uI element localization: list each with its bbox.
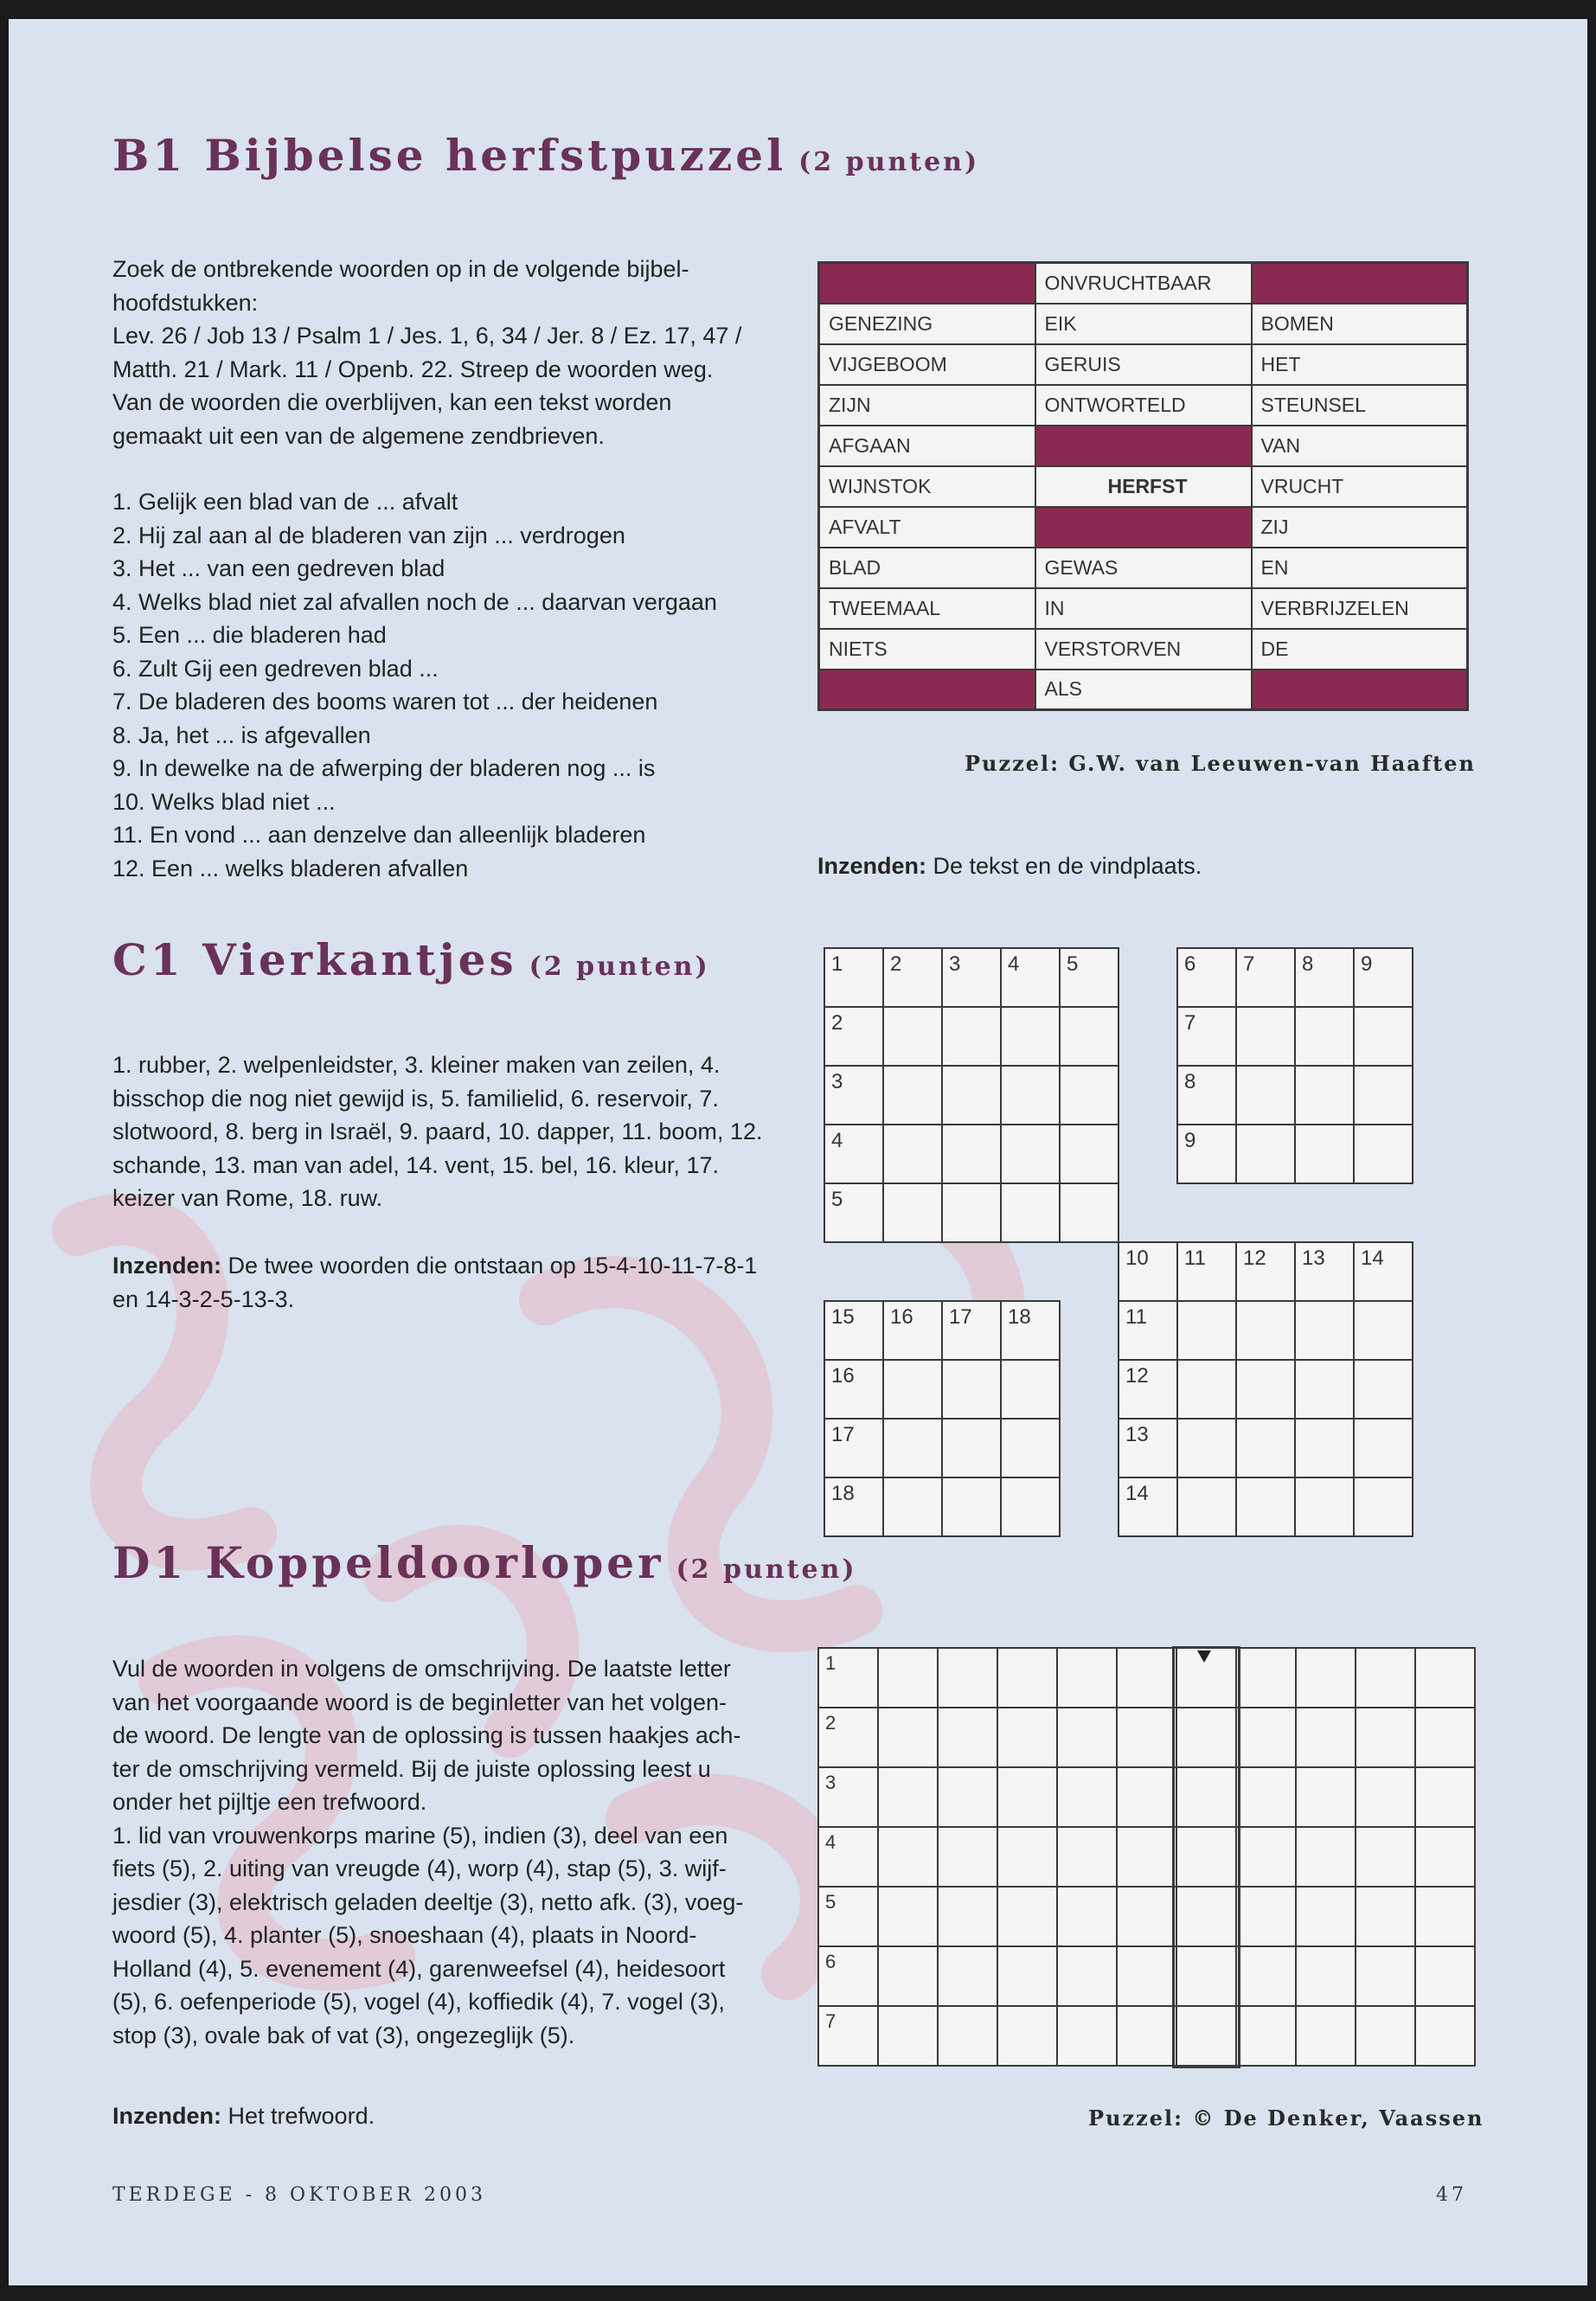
- grid-cell: [1354, 1419, 1413, 1477]
- grid-cell: [997, 1767, 1057, 1827]
- word-cell: GENEZING: [819, 304, 1035, 344]
- b1-clue: 3. Het ... van een gedreven blad: [112, 555, 445, 581]
- grid-cell: [1236, 1066, 1295, 1125]
- numbered-cell: 9: [1354, 948, 1413, 1007]
- numbered-cell: 11: [1177, 1242, 1236, 1301]
- grid-cell: [1236, 1946, 1296, 2006]
- grid-cell: [1295, 1066, 1354, 1125]
- grid-cell: [938, 1887, 997, 1946]
- numbered-cell: 14: [1118, 1477, 1177, 1536]
- word-cell: ZIJN: [819, 385, 1035, 426]
- word-cell: VAN: [1252, 426, 1468, 466]
- grid-cell: [878, 1767, 938, 1827]
- grid-cell: [1001, 1066, 1060, 1125]
- shaded-cell: [819, 670, 1035, 710]
- grid-cell: [1295, 1477, 1354, 1536]
- grid-cell: [942, 1183, 1001, 1242]
- numbered-cell: 5: [818, 1887, 878, 1946]
- grid-cell: [1356, 1648, 1415, 1708]
- footer-publication: TERDEGE - 8 OKTOBER 2003: [112, 2184, 486, 2206]
- grid-cell: [1356, 2006, 1415, 2066]
- grid-cell: [1236, 1477, 1295, 1536]
- word-cell: IN: [1035, 588, 1252, 629]
- grid-cell: [1236, 1708, 1296, 1767]
- grid-cell: [1057, 1887, 1117, 1946]
- shaded-cell: [1035, 507, 1252, 548]
- b1-clue: 1. Gelijk een blad van de ... afvalt: [112, 489, 458, 515]
- b1-intro: Zoek de ontbrekende woorden op in de volgende bijbel- hoofdstukken: Lev. 26 / Job 13 / Psalm 1 / Jes. 1, 6, 34 / Jer. 8 / Ez. 17, 47 / Matth. 21 / Mark. 11 / Openb. 22. Streep de woorden weg. Van de woorden die overblijven, kan een tekst worden gemaakt uit een van de algemene zendbrieven. 1. Gelijk een blad van de ... afvalt 2. Hij zal aan al de bladeren van zijn ... verdrogen 3. Het ... van een gedreven blad 4. Welks blad niet zal afvallen noch de ... daarvan vergaan 5. Een ... die bladeren had 6. Zult Gij een gedreven blad ... 7. De bladeren des booms waren tot ... der heidenen 8. Ja, het ... is afgevallen 9. In dewelke na de afwerping der bladeren nog ... is 10. Welks blad niet ... 11. En vond ... aan denzelve dan alleenlijk bladeren 12. Een ... welks bladeren afvallen: [112, 253, 787, 885]
- grid-cell: [1057, 1767, 1117, 1827]
- b1-submit: Inzenden: De tekst en de vindplaats.: [817, 853, 1202, 879]
- c1-grid-d: [824, 1300, 1061, 1537]
- grid-cell: [883, 1360, 942, 1419]
- b1-word-grid: [817, 261, 1469, 711]
- grid-cell: [1356, 1946, 1415, 2006]
- grid-cell: [997, 1946, 1057, 2006]
- grid-cell: [1236, 1419, 1295, 1477]
- word-cell: DE: [1252, 629, 1468, 670]
- d1-text: Vul de woorden in volgens de omschrijving. De laatste letter van het voorgaande woord is de beginletter van het volgen- de woord. De lengte van de oplossing is tussen haakjes ach- ter de omschrijving vermeld. Bij de juiste oplossing leest u onder het pijltje een trefwoord. 1. lid van vrouwenkorps marine (5), indien (3), deel van een fiets (5), 2. uiting van vreugde (4), worp (4), stap (5), 3. wijf- jesdier (3), elektrisch geladen deeltje (3), netto afk. (3), voeg- woord (5), 4. planter (5), snoeshaan (4), plaats in Noord- Holland (4), 5. evenement (4), garenweefsel (4), heidesoort (5), 6. oefenperiode (5), vogel (4), koffiedik (4), 7. vogel (3), stop (3), ovale bak of vat (3), ongezeglijk (5).: [112, 1656, 744, 2048]
- grid-cell: [938, 1648, 997, 1708]
- word-cell: AFVALT: [819, 507, 1035, 548]
- b1-clue: 2. Hij zal aan al de bladeren van zijn ... verdrogen: [112, 522, 625, 548]
- numbered-cell: 13: [1118, 1419, 1177, 1477]
- numbered-cell: 3: [942, 948, 1001, 1007]
- numbered-cell: 8: [1177, 1066, 1236, 1125]
- grid-cell: [1415, 1887, 1475, 1946]
- c1-grid-b: [1176, 947, 1413, 1184]
- word-cell: VIJGEBOOM: [819, 344, 1035, 385]
- word-cell: BLAD: [819, 548, 1035, 588]
- word-cell: EIK: [1035, 304, 1252, 344]
- numbered-cell: 7: [1177, 1007, 1236, 1066]
- word-cell: GERUIS: [1035, 344, 1252, 385]
- grid-cell: [1117, 1767, 1176, 1827]
- grid-cell: [1356, 1887, 1415, 1946]
- grid-cell: [1236, 1360, 1295, 1419]
- numbered-cell: 10: [1118, 1242, 1177, 1301]
- shaded-cell: [1035, 426, 1252, 466]
- b1-credit: Puzzel: G.W. van Leeuwen-van Haaften: [965, 751, 1476, 776]
- numbered-cell: 18: [1001, 1301, 1060, 1360]
- grid-cell: [1296, 1946, 1356, 2006]
- grid-cell: [997, 1648, 1057, 1708]
- grid-cell: [1177, 1360, 1236, 1419]
- page-number: 47: [1436, 2184, 1467, 2206]
- word-cell: VERBRIJZELEN: [1252, 588, 1468, 629]
- word-cell: AFGAAN: [819, 426, 1035, 466]
- grid-cell: [1236, 1827, 1296, 1887]
- grid-cell: [878, 1708, 938, 1767]
- d1-submit: Inzenden: Het trefwoord.: [112, 2103, 375, 2129]
- c1-heading: C1 Vierkantjes (2 punten): [112, 934, 710, 985]
- grid-cell: [997, 1827, 1057, 1887]
- grid-cell: [1236, 2006, 1296, 2066]
- grid-cell: [1057, 2006, 1117, 2066]
- numbered-cell: 14: [1354, 1242, 1413, 1301]
- grid-cell: [1415, 2006, 1475, 2066]
- grid-cell: [1295, 1360, 1354, 1419]
- grid-cell: [1236, 1301, 1295, 1360]
- word-cell: EN: [1252, 548, 1468, 588]
- grid-cell: [1001, 1360, 1060, 1419]
- grid-cell: [1295, 1007, 1354, 1066]
- grid-cell: [1236, 1887, 1296, 1946]
- grid-cell: [1117, 1827, 1176, 1887]
- grid-cell: [1236, 1767, 1296, 1827]
- grid-cell: [1415, 1946, 1475, 2006]
- grid-cell: [997, 1708, 1057, 1767]
- grid-cell: [1057, 1708, 1117, 1767]
- numbered-cell: 8: [1295, 948, 1354, 1007]
- b1-clue: 10. Welks blad niet ...: [112, 788, 336, 815]
- numbered-cell: 4: [818, 1827, 878, 1887]
- b1-clue: 4. Welks blad niet zal afvallen noch de ... daarvan vergaan: [112, 588, 717, 615]
- grid-cell: [1236, 1007, 1295, 1066]
- numbered-cell: 2: [824, 1007, 883, 1066]
- grid-cell: [883, 1007, 942, 1066]
- numbered-cell: 5: [824, 1183, 883, 1242]
- grid-cell: [938, 1946, 997, 2006]
- arrow-down-icon: [1197, 1650, 1211, 1663]
- numbered-cell: 1: [818, 1648, 878, 1708]
- numbered-cell: 13: [1295, 1242, 1354, 1301]
- numbered-cell: 7: [1236, 948, 1295, 1007]
- numbered-cell: 17: [824, 1419, 883, 1477]
- grid-cell: [883, 1419, 942, 1477]
- grid-cell: [1117, 2006, 1176, 2066]
- grid-cell: [878, 1648, 938, 1708]
- shaded-cell: [819, 263, 1035, 304]
- shaded-cell: [1252, 670, 1468, 710]
- grid-cell: [1354, 1301, 1413, 1360]
- d1-keyword-column: [1172, 1646, 1240, 2068]
- word-cell: HET: [1252, 344, 1468, 385]
- grid-cell: [1354, 1125, 1413, 1183]
- word-cell: BOMEN: [1252, 304, 1468, 344]
- grid-cell: [997, 2006, 1057, 2066]
- grid-cell: [942, 1477, 1001, 1536]
- grid-cell: [1354, 1477, 1413, 1536]
- word-cell: NIETS: [819, 629, 1035, 670]
- word-cell: ONVRUCHTBAAR: [1035, 263, 1252, 304]
- numbered-cell: 1: [824, 948, 883, 1007]
- grid-cell: [1236, 1648, 1296, 1708]
- grid-cell: [942, 1066, 1001, 1125]
- grid-cell: [1354, 1066, 1413, 1125]
- grid-cell: [878, 1827, 938, 1887]
- grid-cell: [1117, 1946, 1176, 2006]
- numbered-cell: 5: [1060, 948, 1118, 1007]
- numbered-cell: 3: [824, 1066, 883, 1125]
- grid-cell: [1117, 1648, 1176, 1708]
- word-cell: HERFST: [1035, 466, 1252, 507]
- grid-cell: [1060, 1007, 1118, 1066]
- grid-cell: [942, 1007, 1001, 1066]
- b1-clue: 9. In dewelke na de afwerping der bladeren nog ... is: [112, 755, 656, 781]
- numbered-cell: 4: [1001, 948, 1060, 1007]
- grid-cell: [938, 1708, 997, 1767]
- word-cell: VRUCHT: [1252, 466, 1468, 507]
- word-cell: GEWAS: [1035, 548, 1252, 588]
- grid-cell: [1057, 1827, 1117, 1887]
- word-cell: TWEEMAAL: [819, 588, 1035, 629]
- numbered-cell: 6: [818, 1946, 878, 2006]
- c1-grid-a: [824, 947, 1119, 1243]
- word-cell: WIJNSTOK: [819, 466, 1035, 507]
- b1-clue: 11. En vond ... aan denzelve dan alleenlijk bladeren: [112, 822, 646, 848]
- numbered-cell: 2: [818, 1708, 878, 1767]
- numbered-cell: 12: [1236, 1242, 1295, 1301]
- grid-cell: [1296, 1887, 1356, 1946]
- grid-cell: [1177, 1301, 1236, 1360]
- grid-cell: [942, 1125, 1001, 1183]
- page: [9, 19, 1587, 2285]
- grid-cell: [1177, 1477, 1236, 1536]
- d1-credit: Puzzel: © De Denker, Vaassen: [1088, 2106, 1484, 2131]
- b1-clue: 5. Een ... die bladeren had: [112, 622, 387, 648]
- grid-cell: [878, 2006, 938, 2066]
- grid-cell: [1295, 1419, 1354, 1477]
- grid-cell: [1295, 1125, 1354, 1183]
- grid-cell: [1356, 1827, 1415, 1887]
- numbered-cell: 12: [1118, 1360, 1177, 1419]
- grid-cell: [1001, 1183, 1060, 1242]
- b1-heading: B1 Bijbelse herfstpuzzel (2 punten): [112, 130, 980, 181]
- numbered-cell: 2: [883, 948, 942, 1007]
- grid-cell: [1296, 1648, 1356, 1708]
- grid-cell: [1236, 1125, 1295, 1183]
- word-cell: ZIJ: [1252, 507, 1468, 548]
- grid-cell: [1296, 1827, 1356, 1887]
- grid-cell: [1415, 1708, 1475, 1767]
- numbered-cell: 9: [1177, 1125, 1236, 1183]
- c1-submit: Inzenden: De twee woorden die ontstaan op 15-4-10-11-7-8-1 en 14-3-2-5-13-3.: [112, 1253, 758, 1312]
- grid-cell: [1356, 1708, 1415, 1767]
- grid-cell: [1060, 1183, 1118, 1242]
- grid-cell: [1060, 1125, 1118, 1183]
- grid-cell: [1057, 1648, 1117, 1708]
- word-cell: ONTWORTELD: [1035, 385, 1252, 426]
- grid-cell: [1295, 1301, 1354, 1360]
- numbered-cell: 6: [1177, 948, 1236, 1007]
- numbered-cell: 11: [1118, 1301, 1177, 1360]
- grid-cell: [1001, 1477, 1060, 1536]
- grid-cell: [1296, 1708, 1356, 1767]
- grid-cell: [878, 1946, 938, 2006]
- numbered-cell: 15: [824, 1301, 883, 1360]
- word-cell: ALS: [1035, 670, 1252, 710]
- grid-cell: [938, 2006, 997, 2066]
- word-cell: VERSTORVEN: [1035, 629, 1252, 670]
- grid-cell: [883, 1477, 942, 1536]
- grid-cell: [942, 1419, 1001, 1477]
- numbered-cell: 3: [818, 1767, 878, 1827]
- grid-cell: [1001, 1419, 1060, 1477]
- grid-cell: [1117, 1708, 1176, 1767]
- grid-cell: [1060, 1066, 1118, 1125]
- grid-cell: [1356, 1767, 1415, 1827]
- numbered-cell: 4: [824, 1125, 883, 1183]
- grid-cell: [1415, 1827, 1475, 1887]
- grid-cell: [883, 1066, 942, 1125]
- b1-clue: 12. Een ... welks bladeren afvallen: [112, 855, 469, 881]
- numbered-cell: 17: [942, 1301, 1001, 1360]
- grid-cell: [1415, 1767, 1475, 1827]
- grid-cell: [883, 1125, 942, 1183]
- grid-cell: [1296, 2006, 1356, 2066]
- b1-clue: 8. Ja, het ... is afgevallen: [112, 721, 371, 748]
- d1-grid: [817, 1647, 1476, 2067]
- numbered-cell: 7: [818, 2006, 878, 2066]
- grid-cell: [1057, 1946, 1117, 2006]
- numbered-cell: 16: [824, 1360, 883, 1419]
- grid-cell: [1354, 1360, 1413, 1419]
- grid-cell: [942, 1360, 1001, 1419]
- grid-cell: [1296, 1767, 1356, 1827]
- grid-cell: [1415, 1648, 1475, 1708]
- grid-cell: [997, 1887, 1057, 1946]
- c1-grid-c: [1118, 1241, 1413, 1537]
- grid-cell: [878, 1887, 938, 1946]
- grid-cell: [883, 1183, 942, 1242]
- numbered-cell: 16: [883, 1301, 942, 1360]
- grid-cell: [1354, 1007, 1413, 1066]
- grid-cell: [1001, 1007, 1060, 1066]
- shaded-cell: [1252, 263, 1468, 304]
- grid-cell: [938, 1827, 997, 1887]
- grid-cell: [1177, 1419, 1236, 1477]
- numbered-cell: 18: [824, 1477, 883, 1536]
- b1-clue: 6. Zult Gij een gedreven blad ...: [112, 655, 439, 682]
- grid-cell: [1117, 1887, 1176, 1946]
- c1-clues: 1. rubber, 2. welpenleidster, 3. kleiner maken van zeilen, 4. bisschop die nog niet gewijd is, 5. familielid, 6. reservoir, 7. slotwoord, 8. berg in Israël, 9. paard, 10. dapper, 11. boom, 12. schande, 13. man van adel, 14. vent, 15. bel, 16. kleur, 17. keizer van Rome, 18. ruw.: [112, 1052, 763, 1211]
- grid-cell: [1001, 1125, 1060, 1183]
- grid-cell: [938, 1767, 997, 1827]
- d1-heading: D1 Koppeldoorloper (2 punten): [112, 1537, 857, 1588]
- word-cell: STEUNSEL: [1252, 385, 1468, 426]
- b1-clue: 7. De bladeren des booms waren tot ... der heidenen: [112, 689, 658, 715]
